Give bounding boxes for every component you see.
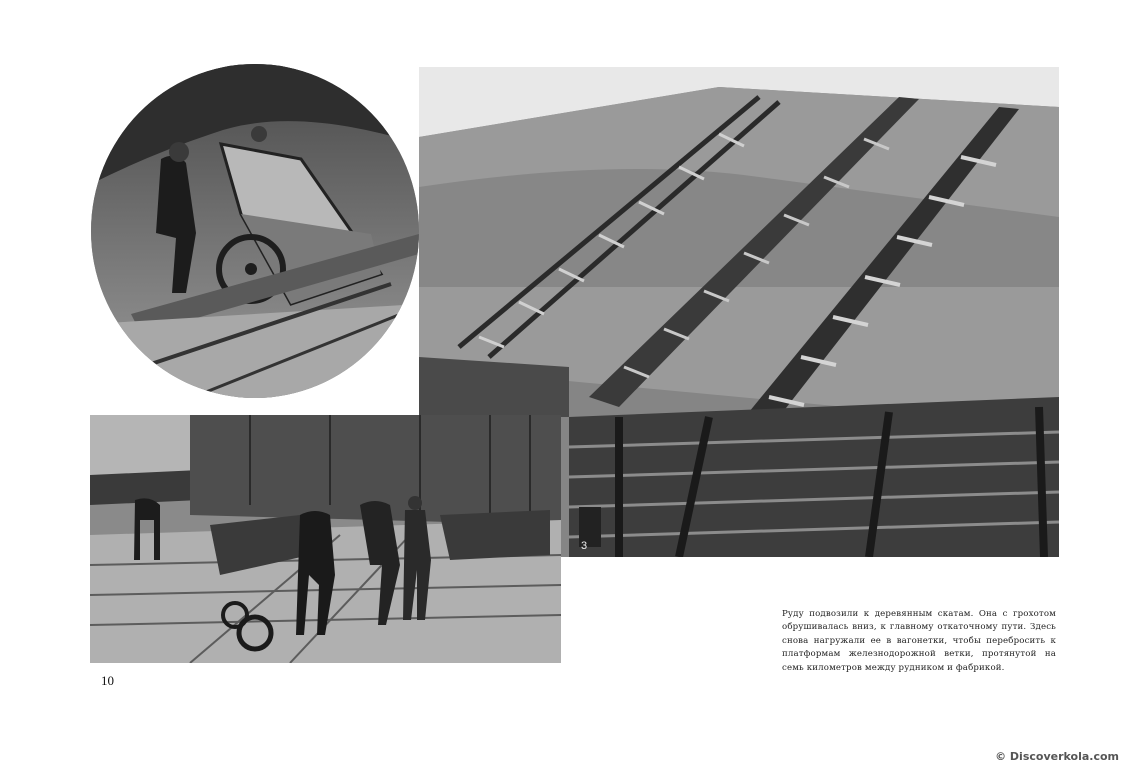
photo-horse-drawn-carts — [90, 415, 561, 663]
photo-horse-drawn-carts-image — [90, 415, 561, 663]
photo-worker-ore-cart-image — [91, 64, 419, 398]
watermark: © Discoverkola.com — [995, 750, 1119, 763]
cart-number-label: 3 — [581, 540, 588, 552]
page-number: 10 — [101, 673, 114, 688]
photo-caption: Руду подвозили к деревянным скатам. Она с грохотом обрушивалась вниз, к главному откаточному пути. Здесь снова нагружали ее в вагонетки, чтобы перебросить к платформам железнодорожной ветки, протянутой на семь километров между рудником и фабрикой. — [782, 609, 1056, 673]
photo-worker-ore-cart — [91, 64, 419, 398]
